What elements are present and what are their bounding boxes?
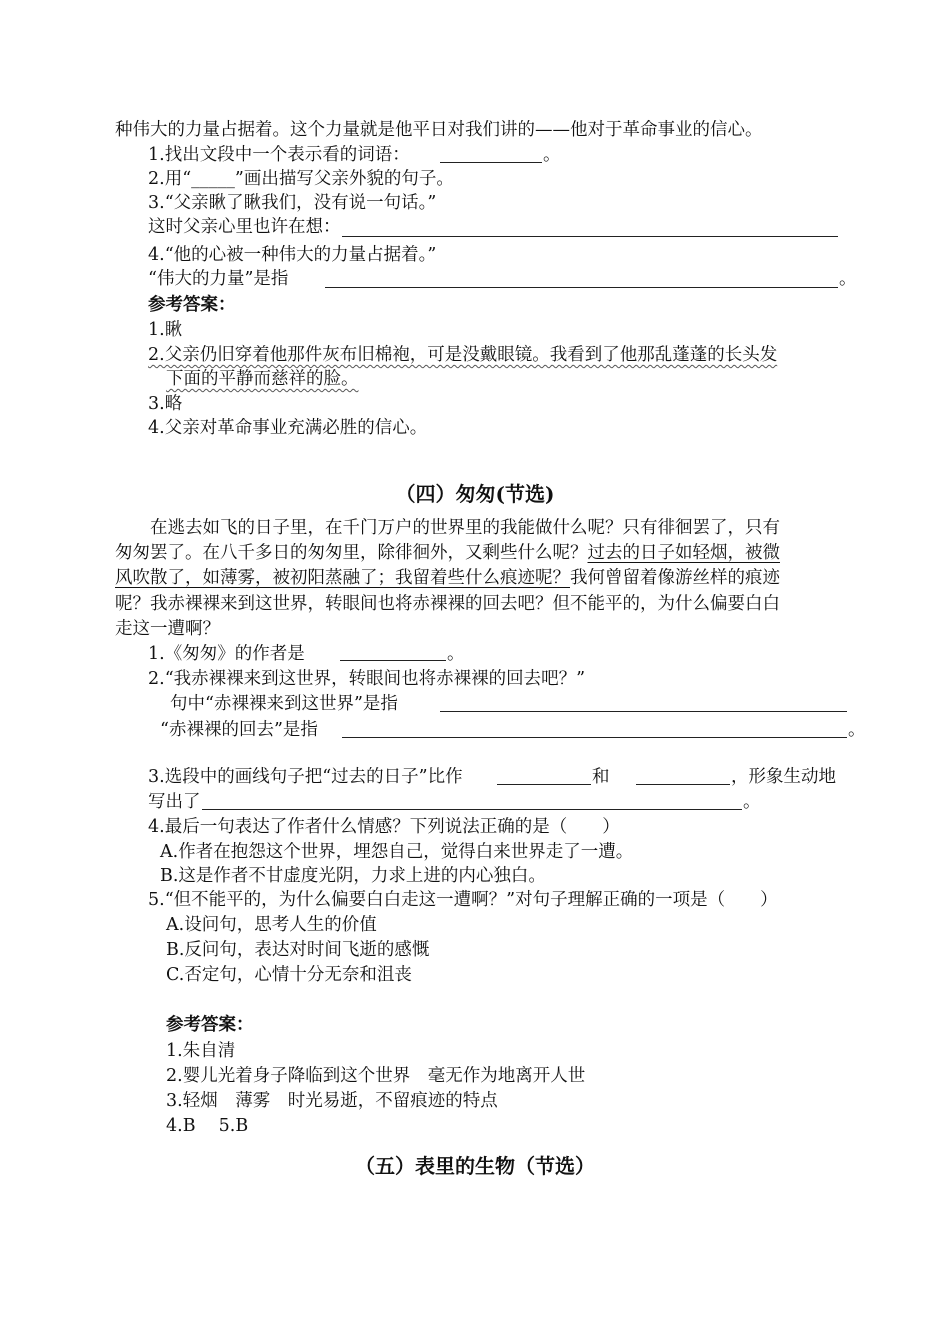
question-1-end: 。 (543, 145, 561, 165)
question-3: 3.选段中的画线句子把“过去的日子”比作 (148, 767, 463, 787)
question-1-end: 。 (447, 644, 465, 664)
question-2: 2.“我赤裸裸来到这世界，转眼间也将赤裸裸的回去吧？” (148, 669, 586, 689)
answer-blank[interactable] (342, 236, 838, 237)
answer-2: 2.婴儿光着身子降临到这个世界 毫无作为地离开人世 (166, 1066, 586, 1086)
answer-1: 1.瞅 (148, 320, 183, 340)
answer-blank[interactable] (440, 162, 542, 163)
answer-heading: 参考答案： (148, 295, 236, 315)
option-a[interactable]: A.作者在抱怨这个世界，埋怨自己，觉得白来世界走了一遭。 (160, 842, 634, 862)
option-b[interactable]: B.反问句，表达对时间飞逝的感慨 (166, 940, 430, 960)
answer-blank[interactable] (440, 711, 847, 712)
answer-blank[interactable] (340, 660, 446, 661)
answer-4-5: 4.B 5.B (166, 1116, 249, 1136)
answer-2: 2.父亲仍旧穿着他那件灰布旧棉袍，可是没戴眼镜。我看到了他那乱蓬蓬的长头发 (148, 345, 778, 365)
answer-blank[interactable] (325, 287, 838, 288)
question-1: 1.找出文段中一个表示看的词语： (148, 145, 410, 165)
question-3-and: 和 (592, 767, 610, 787)
passage-line: 种伟大的力量占据着。这个力量就是他平日对我们讲的——他对于革命事业的信心。 (115, 120, 763, 140)
answer-3: 3.略 (148, 394, 183, 414)
question-3-tail: ，形象生动地 (731, 767, 836, 787)
answer-blank[interactable] (202, 809, 742, 810)
question-2-end: 。 (848, 720, 866, 740)
question-4-prompt: “伟大的力量”是指 (148, 269, 289, 289)
question-4: 4.“他的心被一种伟大的力量占据着。” (148, 245, 437, 265)
passage-line: 走这一遭啊？ (115, 619, 220, 639)
question-2: 2.用“_____”画出描写父亲外貌的句子。 (148, 169, 454, 189)
answer-1: 1.朱自清 (166, 1041, 236, 1061)
passage-line: 在逃去如飞的日子里，在千门万户的世界里的我能做什么呢？只有徘徊罢了，只有 (150, 518, 780, 538)
answer-blank[interactable] (342, 737, 847, 738)
question-3-cont: 写出了 (148, 792, 201, 812)
passage-line: 风吹散了，如薄雾，被初阳蒸融了；我留着些什么痕迹呢？我何曾留着像游丝样的痕迹 (115, 568, 780, 588)
question-3-prompt: 这时父亲心里也许在想： (148, 217, 341, 237)
question-3-end: 。 (743, 792, 761, 812)
question-4: 4.最后一句表达了作者什么情感？下列说法正确的是（ ） (148, 817, 620, 837)
option-b[interactable]: B.这是作者不甘虚度光阴，力求上进的内心独白。 (160, 866, 546, 886)
answer-4: 4.父亲对革命事业充满必胜的信心。 (148, 418, 428, 438)
section-title: （四）匆匆(节选) (395, 482, 555, 506)
passage-line: 呢？我赤裸裸来到这世界，转眼间也将赤裸裸的回去吧？但不能平的，为什么偏要白白 (115, 594, 780, 614)
passage-line: 匆匆罢了。在八千多日的匆匆里，除徘徊外，又剩些什么呢？过去的日子如轻烟，被微 (115, 543, 780, 563)
section-title: （五）表里的生物（节选） (355, 1154, 595, 1178)
question-2-prompt-b: “赤裸裸的回去”是指 (160, 720, 318, 740)
option-a[interactable]: A.设问句，思考人生的价值 (166, 915, 377, 935)
question-2-prompt-a: 句中“赤裸裸来到这世界”是指 (170, 694, 398, 714)
question-5: 5.“但不能平的，为什么偏要白白走这一遭啊？”对句子理解正确的一项是（ ） (148, 890, 778, 910)
question-3: 3.“父亲瞅了瞅我们，没有说一句话。” (148, 193, 437, 213)
option-c[interactable]: C.否定句，心情十分无奈和沮丧 (166, 965, 412, 985)
answer-blank[interactable] (636, 784, 730, 785)
answer-2-cont: 下面的平静而慈祥的脸。 (166, 369, 359, 389)
question-4-end: 。 (839, 269, 857, 289)
answer-heading: 参考答案： (166, 1015, 254, 1035)
answer-3: 3.轻烟 薄雾 时光易逝，不留痕迹的特点 (166, 1091, 498, 1111)
question-1: 1.《匆匆》的作者是 (148, 644, 305, 664)
answer-blank[interactable] (497, 784, 591, 785)
